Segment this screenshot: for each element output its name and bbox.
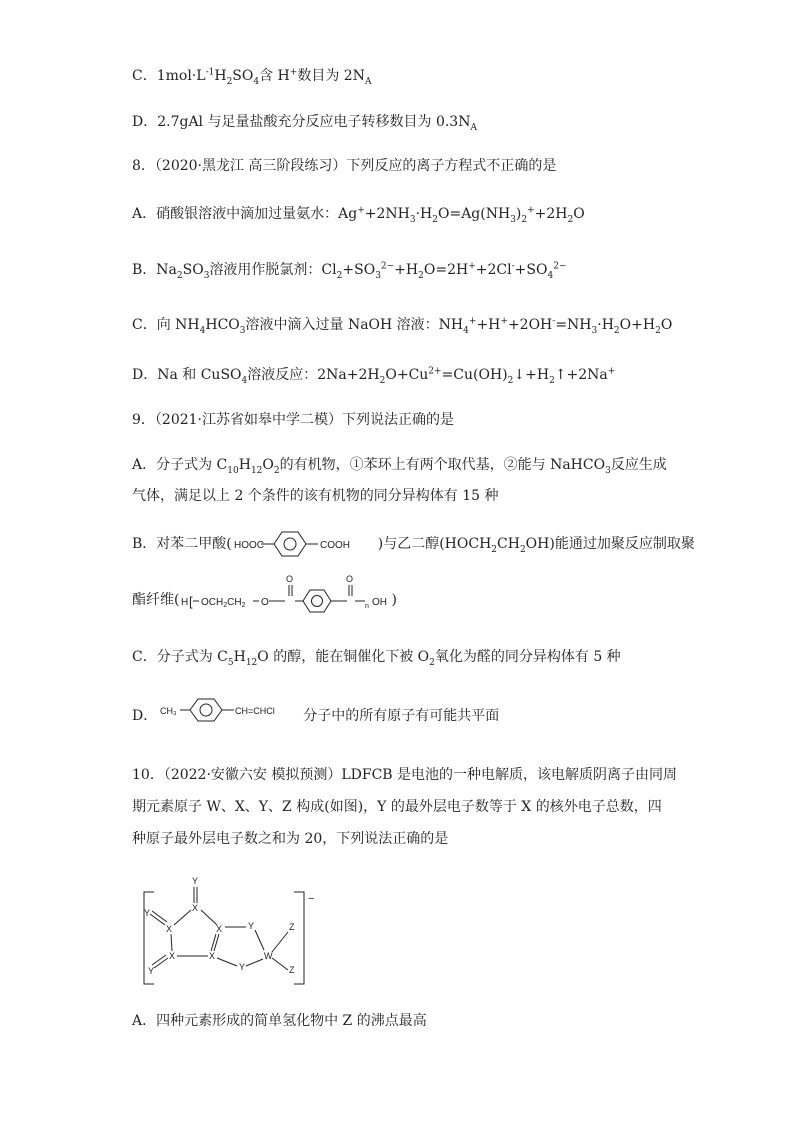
q10-option-a: A．四种元素形成的简单氢化物中 Z 的沸点最高 (132, 1013, 427, 1029)
svg-text:Z: Z (289, 965, 295, 975)
svg-text:−: − (308, 893, 315, 905)
q8-option-d: D．Na 和 CuSO$_4$溶液反应：$2Na+2H_2O+Cu^{2+}=Cu(OH)_2↓+H_2↑+2Na^+$ (132, 366, 616, 386)
svg-text:CH=CHCl: CH=CHCl (235, 706, 275, 716)
svg-text:O: O (346, 574, 354, 584)
svg-text:OH: OH (372, 597, 387, 608)
q10-stem-line2: 期元素原子 W、X、Y、Z 构成(如图)，Y 的最外层电子数等于 X 的核外电子总数，四 (132, 799, 662, 815)
svg-text:X: X (192, 903, 199, 913)
svg-text:[: [ (189, 594, 193, 609)
q8-option-b: B．$Na_2SO_3$溶液用作脱氯剂：$Cl_2+SO_3^{2-}+H_2O=2H^++2Cl^-+SO_4^{2-}$ (132, 261, 567, 281)
q9-option-c: C．分子式为 $C_5H_{12}O$ 的醇，能在铜催化下被 $O_2$氧化为醛的同分异构体有 5 种 (132, 649, 621, 668)
svg-text:CH₃: CH₃ (160, 706, 177, 716)
q9-option-a-line1: A．分子式为 $C_{10}H_{12}O_2$的有机物，①苯环上有两个取代基，②能与 NaHCO$_3$反应生成 (132, 457, 667, 476)
svg-text:W: W (264, 951, 273, 961)
methylstyryl-chloride-structure (160, 696, 298, 728)
svg-text:X: X (209, 951, 216, 961)
q9-stem: 9．（2021·江苏省如皋中学二模）下列说法正确的是 (132, 412, 454, 428)
svg-text:X: X (216, 924, 223, 934)
svg-text:n: n (365, 603, 369, 610)
svg-text:Y: Y (148, 966, 155, 976)
svg-text:Y: Y (239, 962, 246, 972)
q8-stem: 8．（2020·黑龙江 高三阶段练习）下列反应的离子方程式不正确的是 (132, 158, 557, 174)
q9-option-b-line1: B．对苯二甲酸( )与乙二醇$(HOCH_2CH_2OH)$能通过加聚反应制取聚 (132, 536, 695, 555)
svg-text:Z: Z (289, 922, 295, 932)
q9-option-b-line2: 酯纤维( ) (132, 592, 397, 608)
svg-text:X: X (166, 924, 173, 934)
q7-option-c: C．$1mol\cdot L^{-1}H_2SO_4$含 H+数目为 $2N_A$ (132, 67, 372, 87)
q9-option-d: D． 分子中的所有原子有可能共平面 (132, 708, 500, 724)
q8-option-c: C．向 $NH_4HCO_3$溶液中滴入过量 NaOH 溶液：$NH_4^++H^++2OH^-=NH_3\cdot H_2O+H_2O$ (132, 316, 673, 336)
q9-option-a-line2: 气体，满足以上 2 个条件的该有机物的同分异构体有 15 种 (132, 488, 499, 504)
q8-option-a: A．硝酸银溶液中滴加过量氨水：$Ag^++2NH_3\cdot H_2O=Ag(NH_3)_2^++2H_2O$ (132, 205, 585, 225)
q7-option-d: D．2.7gAl 与足量盐酸充分反应电子转移数目为 $0.3N_A$ (132, 114, 477, 133)
svg-text:COOH: COOH (320, 540, 350, 551)
svg-text:Y: Y (192, 876, 199, 886)
polyester-structure (181, 572, 405, 616)
svg-text:OCH2CH2: $OCH_2CH_2$ (201, 597, 246, 609)
anion-structure-diagram (136, 872, 326, 990)
svg-text:Y: Y (144, 908, 151, 918)
svg-text:X: X (169, 951, 176, 961)
terephthalic-acid-structure (234, 528, 360, 560)
svg-text:O: O (261, 597, 269, 608)
q10-stem-line1: 10．（2022·安徽六安 模拟预测）LDFCB 是电池的一种电解质，该电解质阴离子由同周 (132, 767, 678, 783)
svg-text:H: H (181, 597, 189, 608)
svg-text:O: O (286, 574, 294, 584)
q10-stem-line3: 种原子最外层电子数之和为 20，下列说法正确的是 (132, 831, 449, 847)
svg-text:Y: Y (248, 921, 255, 931)
svg-text:HOOC: HOOC (234, 540, 264, 551)
